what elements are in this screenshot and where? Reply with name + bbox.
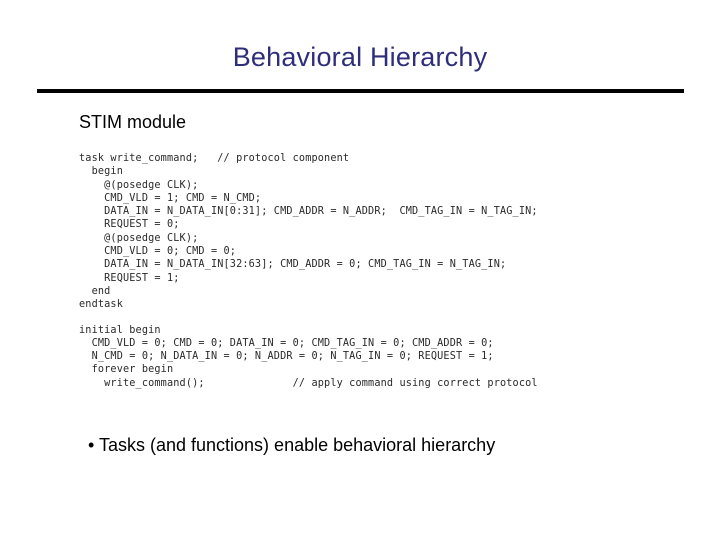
slide-title: Behavioral Hierarchy (232, 42, 488, 72)
code-line: initial begin (79, 324, 161, 336)
code-gap (79, 312, 538, 324)
code-line: CMD_VLD = 1; CMD = N_CMD; (79, 192, 262, 204)
code-line: endtask (79, 299, 123, 311)
code-line: @(posedge CLK); (79, 179, 199, 191)
code-line: forever begin (79, 364, 174, 376)
code-line: task write_command; // protocol component (79, 153, 350, 164)
title-divider (37, 89, 684, 93)
code-line: DATA_IN = N_DATA_IN[32:63]; CMD_ADDR = 0; CMD_TAG_IN = N_TAG_IN; (79, 259, 507, 271)
code-line: DATA_IN = N_DATA_IN[0:31]; CMD_ADDR = N_ADDR; CMD_TAG_IN = N_TAG_IN; (79, 206, 538, 218)
code-line: begin (79, 166, 123, 178)
code-line: CMD_VLD = 0; CMD = 0; (79, 246, 237, 258)
code-line: CMD_VLD = 0; CMD = 0; DATA_IN = 0; CMD_TAG_IN = 0; CMD_ADDR = 0; (79, 337, 494, 349)
code-line: @(posedge CLK); (79, 232, 199, 244)
section-label: STIM module (79, 112, 187, 132)
bullet-point: • Tasks (and functions) enable behavioral hierarchy (88, 435, 496, 455)
code-line: REQUEST = 1; (79, 272, 180, 284)
code-listing (79, 152, 538, 390)
code-line: N_CMD = 0; N_DATA_IN = 0; N_ADDR = 0; N_TAG_IN = 0; REQUEST = 1; (79, 351, 494, 363)
code-line: write_command(); // apply command using correct protocol (79, 377, 538, 389)
code-line: REQUEST = 0; (79, 219, 180, 231)
code-line: end (79, 285, 111, 297)
